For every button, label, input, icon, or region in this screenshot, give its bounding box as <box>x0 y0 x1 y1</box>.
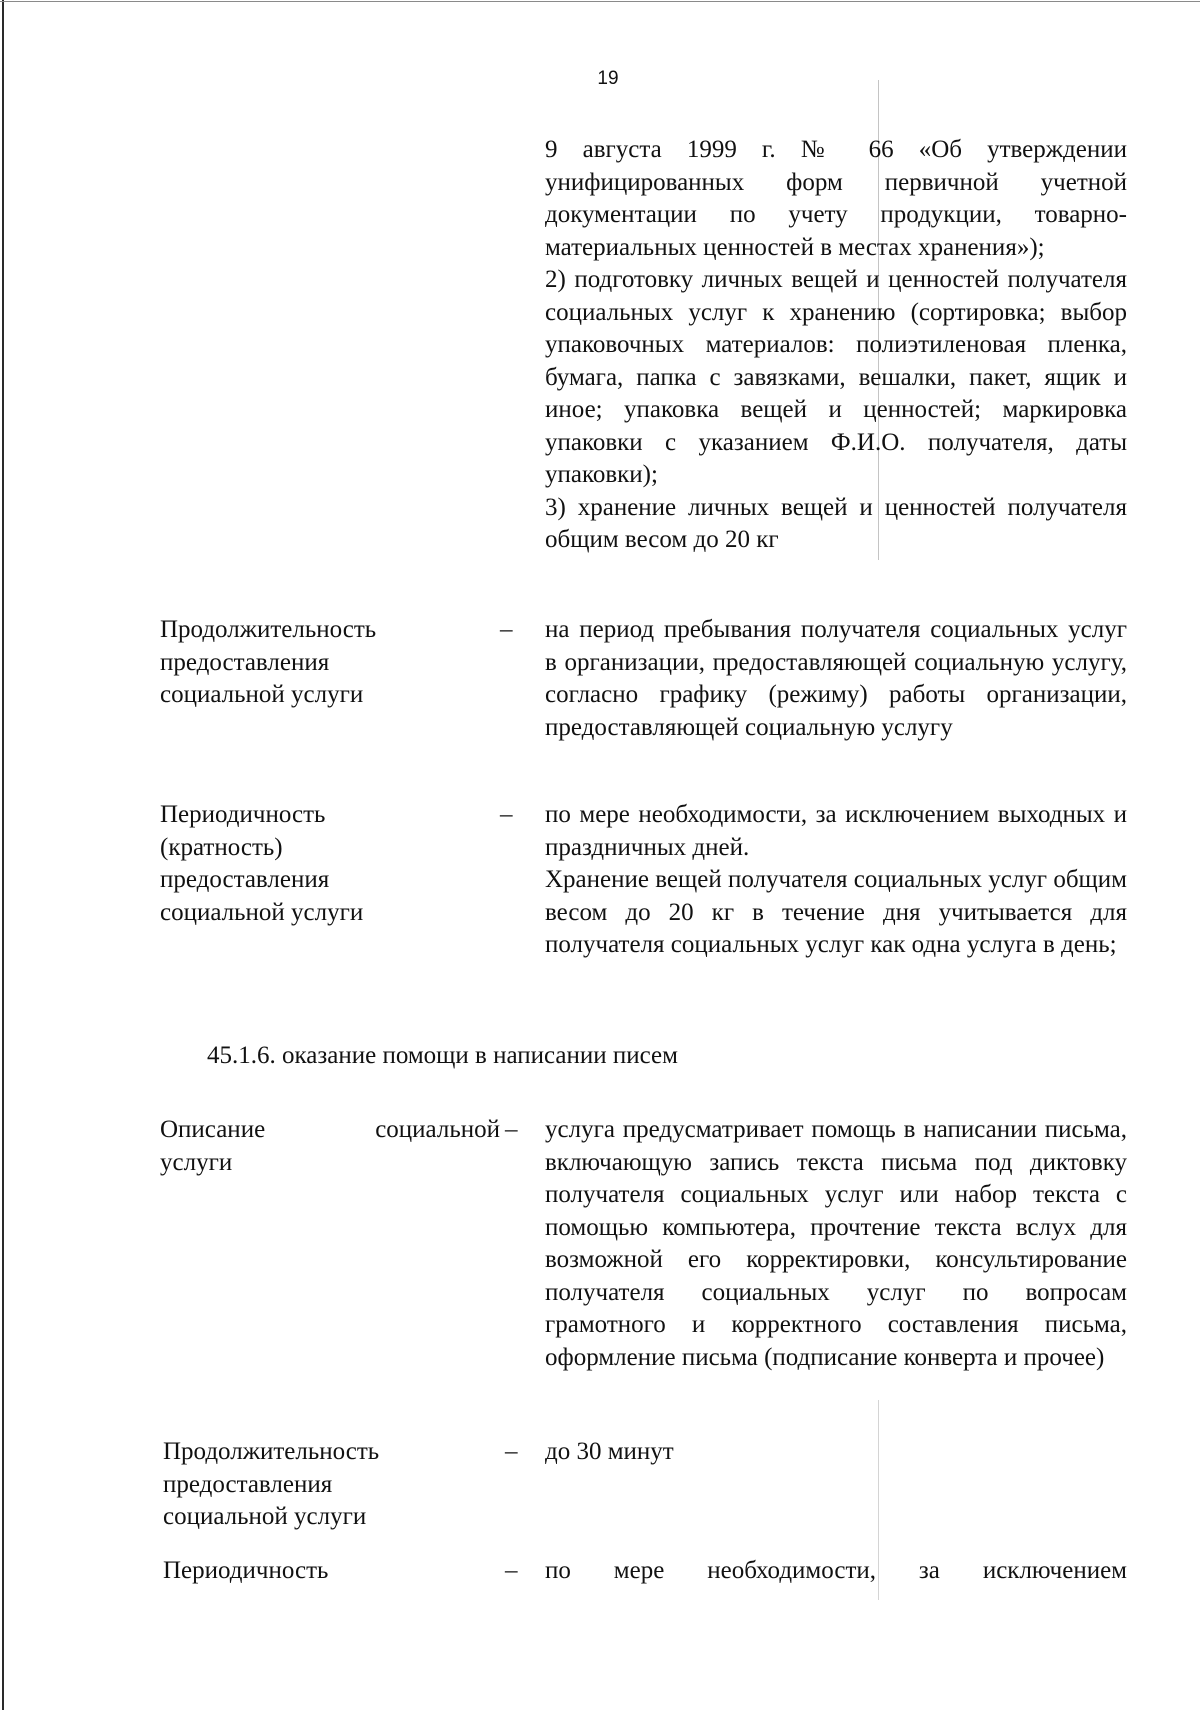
scan-edge-left <box>2 0 4 1710</box>
section-heading: 45.1.6. оказание помощи в написании писем <box>207 1042 678 1069</box>
continuation-paragraph: 9 августа 1999 г. № 66 «Об утверждении унифицированных форм первичной учетной документации по учету продукции, товарно-материальных ценностей в местах хранения»); <box>545 136 1127 261</box>
duration-label-2: Продолжительность предоставления социальной услуги <box>163 1438 380 1530</box>
continuation-paragraph: 3) хранение личных вещей и ценностей получателя общим весом до 20 кг <box>545 493 1127 553</box>
duration-label: Продолжительность предоставления социальной услуги <box>160 616 377 708</box>
frequency-label-2: Периодичность <box>163 1557 329 1584</box>
continuation-text <box>545 134 1127 557</box>
dash: – <box>500 801 513 828</box>
description-value: услуга предусматривает помощь в написании письма, включающую запись текста письма под диктовку получателя социальных услуг или набор текста с помощью компьютера, прочтение текста вслух для возможной его корректировки, консультирование получателя социальных услуг по вопросам грамотного и корректного составления письма, оформление письма (подписание конверта и прочее) <box>545 1116 1127 1371</box>
duration-value: на период пребывания получателя социальных услуг в организации, предоставляющей социальную услугу, согласно графику (режиму) работы организации, предоставляющей социальную услугу <box>545 616 1127 741</box>
dash: – <box>505 1116 518 1143</box>
dash: – <box>500 616 513 643</box>
continuation-paragraph: 2) подготовку личных вещей и ценностей получателя социальных услуг к хранению (сортировка; выбор упаковочных материалов: полиэтиленовая пленка, бумага, папка с завязками, вешалки, пакет, ящик и иное; упаковка вещей и ценностей; маркировка упаковки с указанием Ф.И.О. получателя, даты упаковки); <box>545 266 1127 488</box>
frequency-value-2: по мере необходимости, за исключением <box>545 1557 1127 1584</box>
dash: – <box>505 1557 518 1584</box>
frequency-label: Периодичность (кратность) предоставления социальной услуги <box>160 801 364 926</box>
frequency-value: по мере необходимости, за исключением выходных и праздничных дней. Хранение вещей получателя социальных услуг общим весом до 20 кг в течение дня учитывается для получателя социальных услуг как одна услуга в день; <box>545 801 1127 958</box>
dash: – <box>505 1438 518 1465</box>
scan-edge-top <box>0 1 1200 2</box>
page-number: 19 <box>597 68 619 89</box>
description-label: Описание социальной услуги <box>160 1116 500 1176</box>
duration-value-2: до 30 минут <box>545 1438 674 1465</box>
